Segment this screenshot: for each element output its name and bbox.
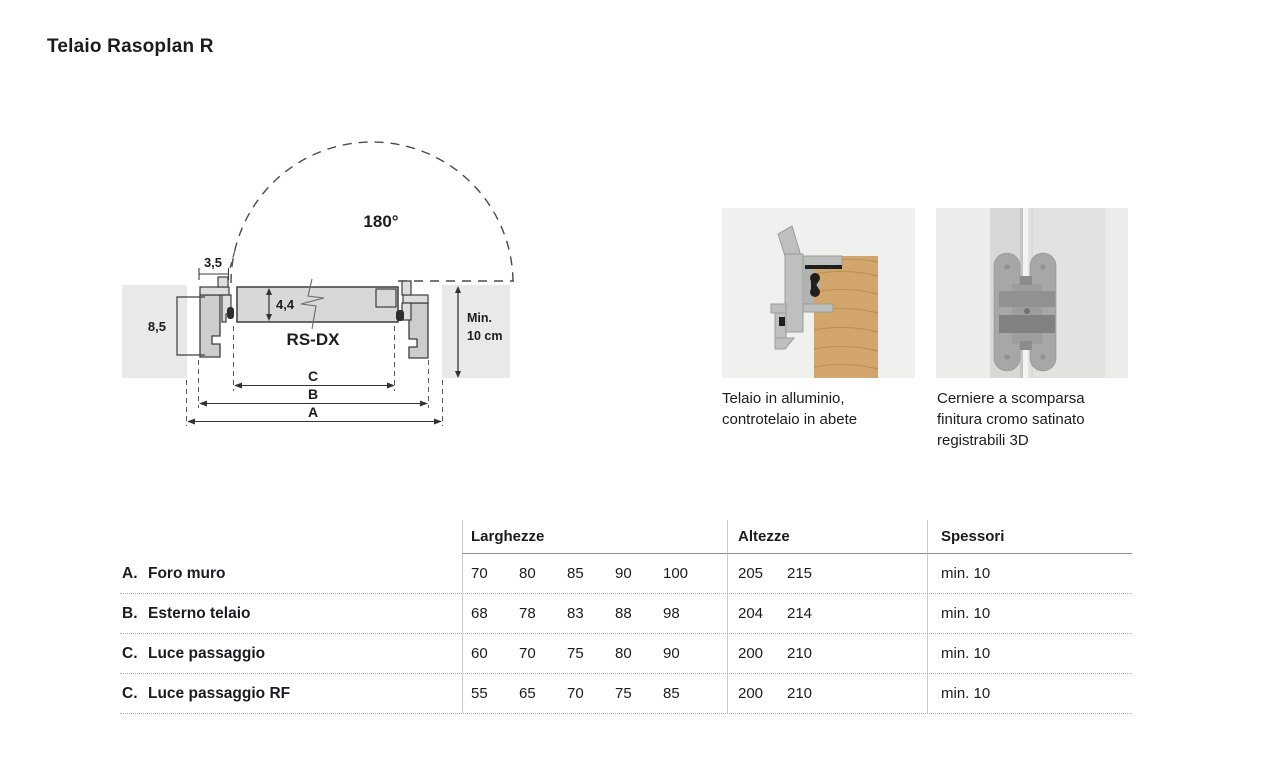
page-title: Telaio Rasoplan R [47, 36, 214, 57]
frame-section-diagram [0, 0, 560, 460]
svg-text:B: B [307, 386, 319, 402]
cell-value: 210 [787, 685, 813, 702]
hinge-cup [376, 289, 396, 307]
table-header-row [120, 520, 1132, 554]
swing-angle-label: 180° [363, 212, 399, 231]
photo-concealed-hinge [936, 208, 1128, 378]
cell-value: 75 [615, 685, 632, 702]
frame-profile-left [200, 277, 234, 357]
cell-value: 98 [663, 605, 680, 622]
dim-a [187, 404, 442, 425]
svg-text:A: A [307, 404, 319, 420]
row-label: Luce passaggio [148, 644, 266, 662]
dim-top-gap [199, 255, 229, 280]
frame-profile-right [396, 281, 428, 358]
door-leaf [237, 287, 398, 322]
cell-value: 60 [471, 645, 488, 662]
cell-value: 90 [615, 565, 632, 582]
cell-value: 215 [787, 565, 813, 582]
row-letter: C. [122, 684, 138, 702]
cell-value: 88 [615, 605, 632, 622]
cell-value: 70 [471, 565, 488, 582]
cell-value: 80 [615, 645, 632, 662]
cell-value: 100 [663, 565, 689, 582]
table-row [120, 674, 1132, 714]
header-spessori: Spessori [927, 520, 1132, 554]
cell-value: 205 [738, 565, 764, 582]
caption-concealed-hinge: Cerniere a scomparsa finitura cromo satinato registrabili 3D [937, 390, 1085, 449]
photo-aluminium-frame [722, 208, 915, 378]
cell-value: 83 [567, 605, 584, 622]
cell-value: 55 [471, 685, 488, 702]
svg-text:Min.: Min. [467, 311, 492, 325]
row-letter: C. [122, 644, 138, 662]
table-row [120, 554, 1132, 594]
cell-value: min. 10 [941, 685, 991, 702]
wood-section [814, 256, 878, 378]
cell-value: min. 10 [941, 565, 991, 582]
cell-value: 68 [471, 605, 488, 622]
cell-value: 65 [519, 685, 536, 702]
model-label: RS-DX [286, 330, 340, 349]
cell-value: 80 [519, 565, 536, 582]
svg-text:C: C [307, 368, 319, 384]
row-letter: A. [122, 564, 138, 582]
cell-value: 75 [567, 645, 584, 662]
row-letter: B. [122, 604, 138, 622]
svg-text:4,4: 4,4 [276, 297, 295, 312]
cell-value: min. 10 [941, 605, 991, 622]
header-larghezze: Larghezze [462, 520, 727, 554]
cell-value: 85 [663, 685, 680, 702]
row-label: Foro muro [148, 564, 226, 582]
table-row [120, 594, 1132, 634]
cell-value: 200 [738, 685, 764, 702]
cell-value: 200 [738, 645, 764, 662]
cell-value: 214 [787, 605, 813, 622]
cell-value: 70 [567, 685, 584, 702]
cell-value: 70 [519, 645, 536, 662]
cell-value: 204 [738, 605, 764, 622]
svg-text:3,5: 3,5 [203, 255, 223, 270]
row-label: Esterno telaio [148, 604, 251, 622]
cell-value: 85 [567, 565, 584, 582]
svg-text:10 cm: 10 cm [467, 329, 503, 343]
cell-value: 90 [663, 645, 680, 662]
table-row [120, 634, 1132, 674]
row-label: Luce passaggio RF [148, 684, 291, 702]
cell-value: min. 10 [941, 645, 991, 662]
caption-aluminium-frame: Telaio in alluminio, controtelaio in abete [722, 390, 858, 428]
svg-text:8,5: 8,5 [147, 319, 166, 334]
cell-value: 210 [787, 645, 813, 662]
spec-table [120, 520, 1132, 714]
header-altezze: Altezze [727, 520, 927, 554]
cell-value: 78 [519, 605, 536, 622]
